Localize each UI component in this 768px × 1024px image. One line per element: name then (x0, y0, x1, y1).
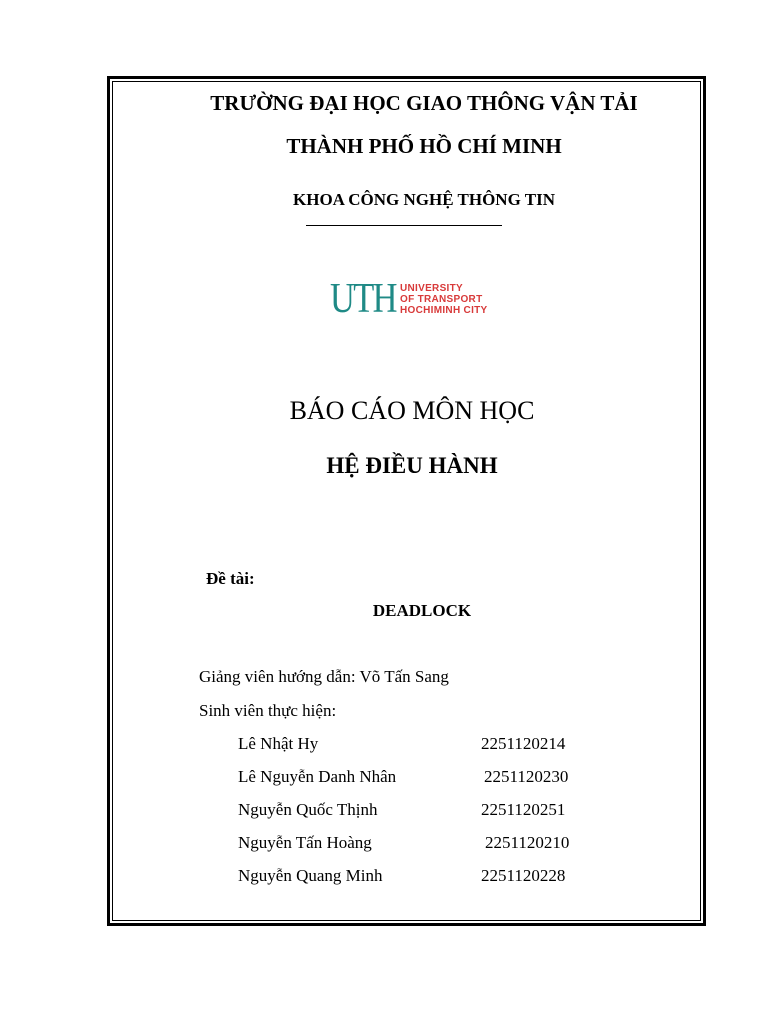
student-id: 2251120210 (485, 833, 570, 852)
student-name: Nguyễn Quang Minh (238, 866, 383, 885)
student-name: Lê Nguyễn Danh Nhân (238, 767, 397, 786)
subject-title: HỆ ĐIỀU HÀNH (326, 453, 498, 478)
student-name: Nguyễn Tấn Hoàng (238, 833, 372, 852)
faculty-name: KHOA CÔNG NGHỆ THÔNG TIN (293, 190, 555, 209)
student-name: Nguyễn Quốc Thịnh (238, 800, 378, 819)
city-name: THÀNH PHỐ HỒ CHÍ MINH (286, 134, 562, 158)
logo-mark: UTH (330, 276, 396, 322)
student-id: 2251120230 (484, 767, 569, 786)
supervisor: Giảng viên hướng dẫn: Võ Tấn Sang (199, 667, 449, 686)
students-label: Sinh viên thực hiện: (199, 701, 337, 720)
university-logo (330, 276, 490, 322)
student-id: 2251120228 (481, 866, 566, 885)
student-id: 2251120251 (481, 800, 566, 819)
header-divider (306, 225, 502, 226)
student-id: 2251120214 (481, 734, 566, 753)
student-name: Lê Nhật Hy (238, 734, 319, 753)
logo-text-line-1: UNIVERSITY (400, 283, 464, 294)
topic-label: Đề tài: (206, 569, 255, 588)
topic-value: DEADLOCK (372, 601, 472, 620)
university-name: TRƯỜNG ĐẠI HỌC GIAO THÔNG VẬN TẢI (210, 91, 638, 115)
logo-text-line-2: OF TRANSPORT (400, 294, 483, 305)
report-title: BÁO CÁO MÔN HỌC (289, 396, 535, 425)
logo-text-line-3: HOCHIMINH CITY (400, 305, 488, 316)
logo-text (400, 283, 488, 316)
